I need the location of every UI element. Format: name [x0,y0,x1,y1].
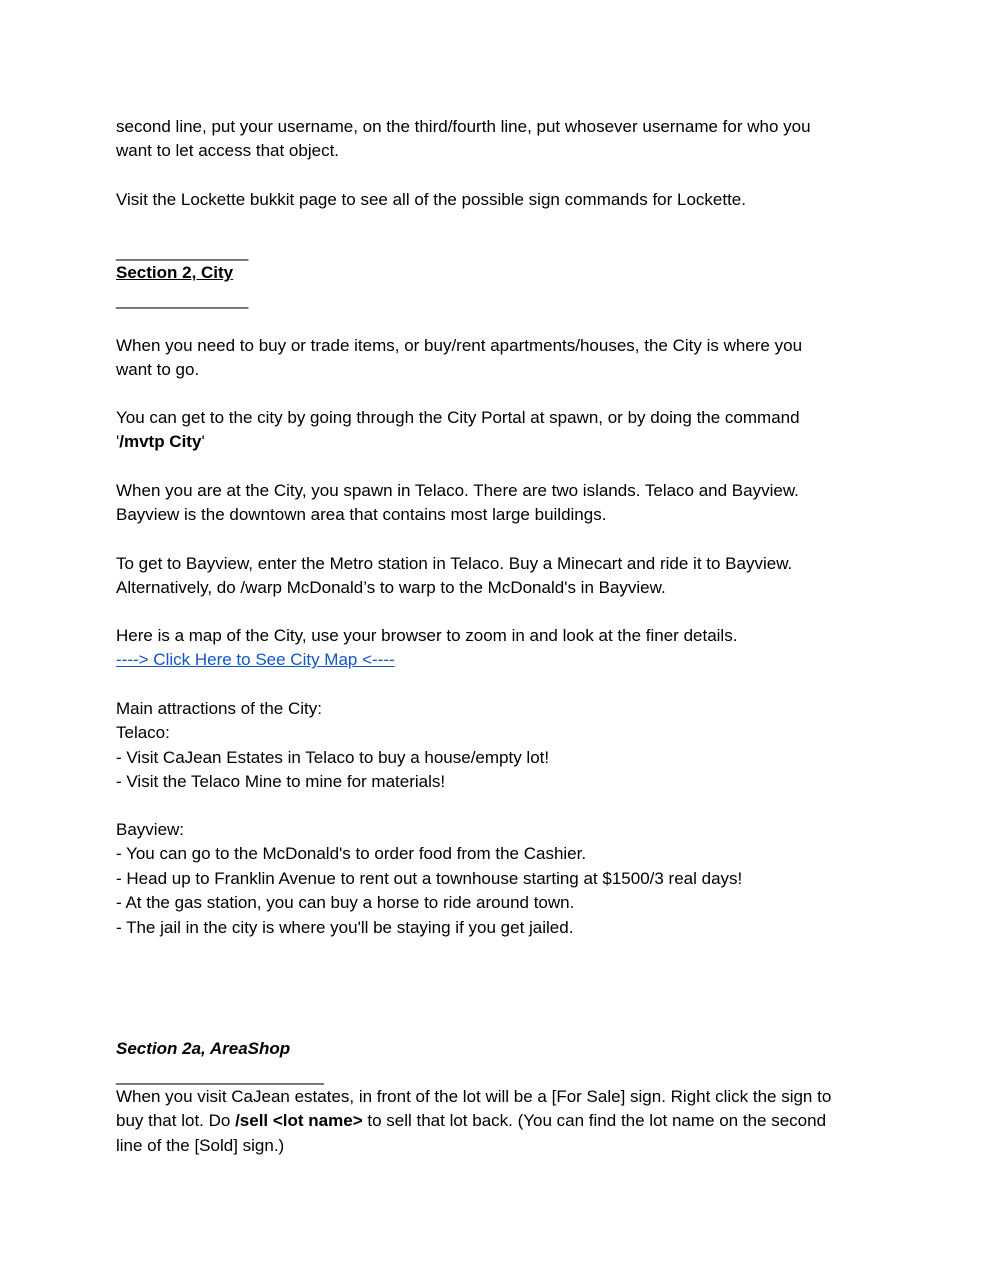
section-2-rule-bottom: ______________ [116,290,249,309]
attractions-heading: Main attractions of the City: [116,699,322,718]
list-item: - At the gas station, you can buy a horse to ride around town. [116,893,575,913]
list-item: - Head up to Franklin Avenue to rent out a townhouse starting at $1500/3 real days! [116,868,743,888]
section-2a-title: Section 2a, AreaShop [116,1039,291,1058]
bayview-heading: Bayview: [116,820,185,839]
areashop-paragraph: When you visit CaJean estates, in front of the lot will be a [For Sale] sign. Right click the sign to buy that lot. Do /sell <lot name> to sell that lot back. (You can find the lot name on the second line of the [Sold] sign.) [116,1087,832,1155]
intro-paragraph [116,115,861,164]
sell-command: /sell <lot name> [235,1111,363,1131]
lockette-line: Visit the Lockette bukkit page to see all of the possible sign commands for Lockette. [116,190,746,209]
telaco-heading: Telaco: [116,723,170,743]
city-map-paragraph: Here is a map of the City, use your browser to zoom in and look at the finer details. ----> Click Here to See City Map <---- [116,626,738,670]
city-map-link[interactable]: ----> Click Here to See City Map <---- [116,650,395,670]
attractions-list [116,697,861,795]
section-2-rule-top: ______________ [116,242,249,261]
list-item: - You can go to the McDonald's to order food from the Cashier. [116,844,587,864]
list-item: - Visit the Telaco Mine to mine for materials! [116,772,446,792]
intro-line-1: second line, put your username, on the third/fourth line, put whosever username for who you [116,117,811,136]
section-2-title: Section 2, City [116,263,234,282]
bayview-travel-paragraph: To get to Bayview, enter the Metro station in Telaco. Buy a Minecart and ride it to Bayview. Alternatively, do /warp McDonald’s to warp to the McDonald's in Bayview. [116,554,793,598]
bayview-list [116,818,861,940]
list-item: - The jail in the city is where you'll be staying if you get jailed. [116,917,574,937]
city-intro-paragraph: When you need to buy or trade items, or buy/rent apartments/houses, the City is where you want to go. [116,336,803,380]
list-item: - Visit CaJean Estates in Telaco to buy a house/empty lot! [116,747,550,767]
section-2a-rule: ______________________ [116,1066,325,1085]
city-access-paragraph: You can get to the city by going through the City Portal at spawn, or by doing the command '/mvtp City' [116,408,800,452]
lockette-paragraph [116,188,861,212]
intro-line-2: want to let access that object. [116,141,340,161]
mvtp-command: /mvtp City [119,432,202,452]
city-islands-paragraph: When you are at the City, you spawn in Telaco. There are two islands. Telaco and Bayview. Bayview is the downtown area that contains most large buildings. [116,481,799,525]
